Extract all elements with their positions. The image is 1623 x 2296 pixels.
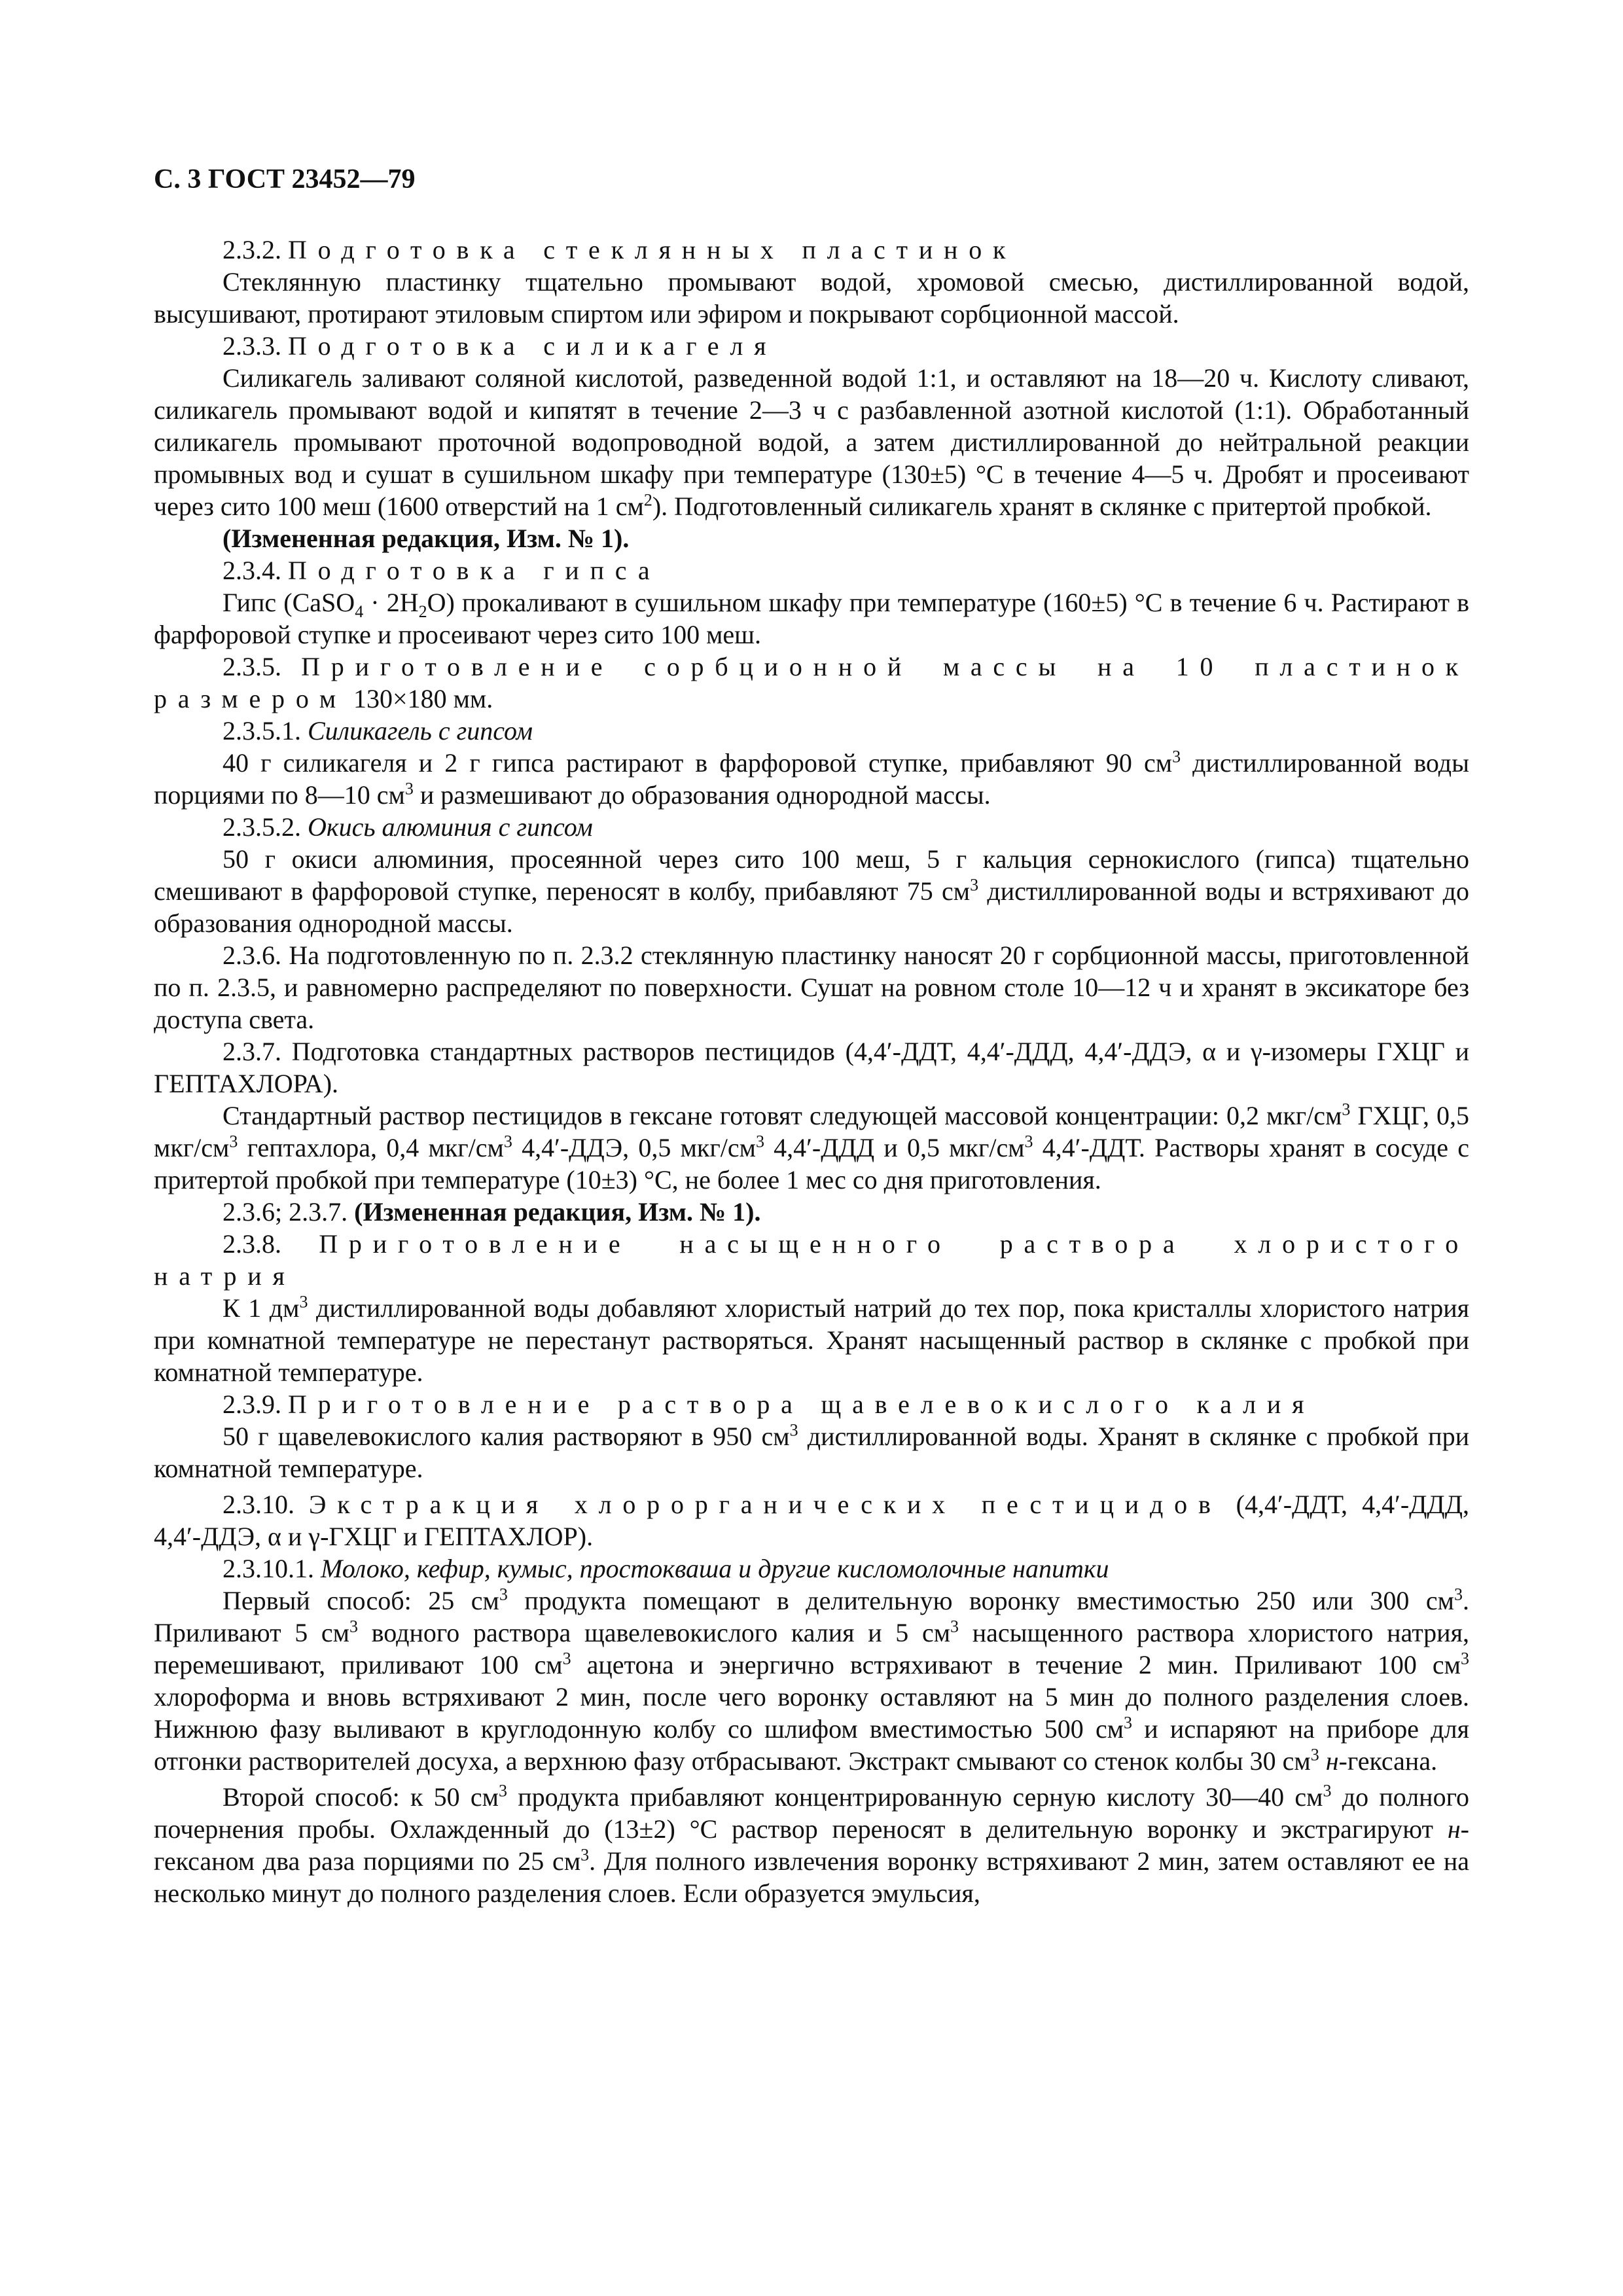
amendment-note: (Измененная редакция, Изм. № 1). <box>223 524 630 553</box>
paragraph-2-3-6: 2.3.6. На подготовленную по п. 2.3.2 стеклянную пластинку наносят 20 г сорбционной массы, приготовленной по п. 2.3.5, и равномерно распределяют по поверхности. Сушат на ровном столе 10—12 ч и хранят в эксикаторе без доступа света. <box>154 941 1469 1034</box>
paragraph-2-3-8: К 1 $дм^3$ дистиллированной воды добавляют хлористый натрий до тех пор, пока кристаллы хлористого натрия при комнатной температуре не перестанут растворяться. Хранят насыщенный раствор в склянке с пробкой при комнатной температуре. <box>154 1292 1469 1387</box>
section-2-3-10-1-heading: 2.3.10.1. Молоко, кефир, кумыс, простокваша и другие кисломолочные напитки <box>223 1554 1109 1583</box>
section-2-3-3-heading: 2.3.3. Подготовка силикагеля <box>223 331 777 361</box>
paragraph-method-2: Второй способ: к 50 $см^3$ продукта прибавляют концентрированную серную кислоту 30—40 $см^3$ до полного почернения пробы. Охлажденный до (13±2) °С раствор переносят в делительную воронку и экстрагируют н-гексаном два раза порциями по 25 $см^3$. Для полного извлечения воронку встряхивают 2 мин, затем оставляют ее на несколько минут до полного разделения слоев. Если образуется эмульсия, <box>154 1781 1470 1908</box>
section-2-3-9-heading: 2.3.9. Приготовление раствора щавелевокислого калия <box>223 1390 1315 1419</box>
paragraph-method-1: Первый способ: 25 $см^3$ продукта помещают в делительную воронку вместимостью 250 или 300 $см^3$. Приливают 5 $см^3$ водного раствора щавелевокислого калия и 5 $см^3$ насыщенного раствора хлористого натрия, перемешивают, приливают 100 $см^3$ ацетона и энергично встряхивают в течение 2 мин. Приливают 100 $см^3$ хлороформа и вновь встряхивают 2 мин, после чего воронку оставляют на 5 мин до полного разделения слоев. Нижнюю фазу выливают в круглодонную колбу со шлифом вместимостью 500 $см^3$ и испаряют на приборе для отгонки растворителей досуха, а верхнюю фазу отбрасывают. Экстракт смывают со стенок колбы 30 $см^3$ н-гексана. <box>154 1585 1470 1776</box>
paragraph-2-3-7: 2.3.7. Подготовка стандартных растворов пестицидов (4,4′-ДДТ, 4,4′-ДДД, 4,4′-ДДЭ, α и γ-изомеры ГХЦГ и ГЕПТАХЛОРА). <box>154 1037 1469 1098</box>
section-2-3-10-heading: 2.3.10. Экстракция хлорорганических пестицидов (4,4′-ДДТ, 4,4′-ДДД, 4,4′-ДДЭ, α и γ-ГХЦГ и ГЕПТАХЛОР). <box>154 1490 1469 1551</box>
paragraph-2-3-5-1: 40 г силикагеля и 2 г гипса растирают в фарфоровой ступке, прибавляют 90 $см^3$ дистиллированной воды порциями по 8—10 $см^3$ и размешивают до образования однородной массы. <box>154 747 1470 810</box>
section-2-3-5-heading: 2.3.5. Приготовление сорбционной массы на 10 пластинок размером 130×180 мм. <box>154 652 1469 713</box>
paragraph-2-3-2: Стеклянную пластинку тщательно промывают водой, хромовой смесью, дистиллированной водой, высушивают, протирают этиловым спиртом или эфиром и покрывают сорбционной массой. <box>154 267 1469 329</box>
section-2-3-8-heading: 2.3.8. Приготовление насыщенного раствора хлористого натрия <box>154 1229 1469 1291</box>
section-2-3-5-2-heading: 2.3.5.2. Окись алюминия с гипсом <box>223 812 593 842</box>
section-2-3-2-heading: 2.3.2. Подготовка стеклянных пластинок <box>223 235 1017 264</box>
amendment-note-2: 2.3.6; 2.3.7. (Измененная редакция, Изм. № 1). <box>223 1197 761 1227</box>
section-2-3-5-1-heading: 2.3.5.1. Силикагель с гипсом <box>223 716 533 745</box>
section-2-3-4-heading: 2.3.4. Подготовка гипса <box>223 556 661 585</box>
page-header: С. 3 ГОСТ 23452—79 <box>154 164 416 194</box>
paragraph-2-3-7-standard: Стандартный раствор пестицидов в гексане готовят следующей массовой концентрации: 0,2 мкг/$см^3$ ГХЦГ, 0,5 мкг/$см^3$ гептахлора, 0,4 мкг/$см^3$ 4,4′-ДДЭ, 0,5 мкг/$см^3$ 4,4′-ДДД и 0,5 мкг/$см^3$ 4,4′-ДДТ. Растворы хранят в сосуде с притертой пробкой при температуре (10±3) °С, не более 1 мес со дня приготовления. <box>154 1100 1470 1194</box>
paragraph-2-3-4: Гипс (CaSO$_4$ · $2H_2O$) прокаливают в сушильном шкафу при температуре (160±5) °С в течение 6 ч. Растирают в фарфоровой ступке и просеивают через сито 100 меш. <box>154 588 1469 649</box>
document-page <box>154 164 1469 1909</box>
paragraph-2-3-9: 50 г щавелевокислого калия растворяют в 950 $см^3$ дистиллированной воды. Хранят в склянке с пробкой при комнатной температуре. <box>154 1420 1469 1483</box>
paragraph-2-3-3: Силикагель заливают соляной кислотой, разведенной водой 1:1, и оставляют на 18—20 ч. Кислоту сливают, силикагель промывают водой и кипятят в течение 2—3 ч с разбавленной азотной кислотой (1:1). Обработанный силикагель промывают проточной водопроводной водой, а затем дистиллированной до нейтральной реакции промывных вод и сушат в сушильном шкафу при температуре (130±5) °С в течение 4—5 ч. Дробят и просеивают через сито 100 меш (1600 отверстий на 1 $см^2$). Подготовленный силикагель хранят в склянке с притертой пробкой. <box>154 363 1469 521</box>
paragraph-2-3-5-2: 50 г окиси алюминия, просеянной через сито 100 меш, 5 г кальция сернокислого (гипса) тщательно смешивают в фарфоровой ступке, переносят в колбу, прибавляют 75 $см^3$ дистиллированной воды и встряхивают до образования однородной массы. <box>154 844 1469 938</box>
